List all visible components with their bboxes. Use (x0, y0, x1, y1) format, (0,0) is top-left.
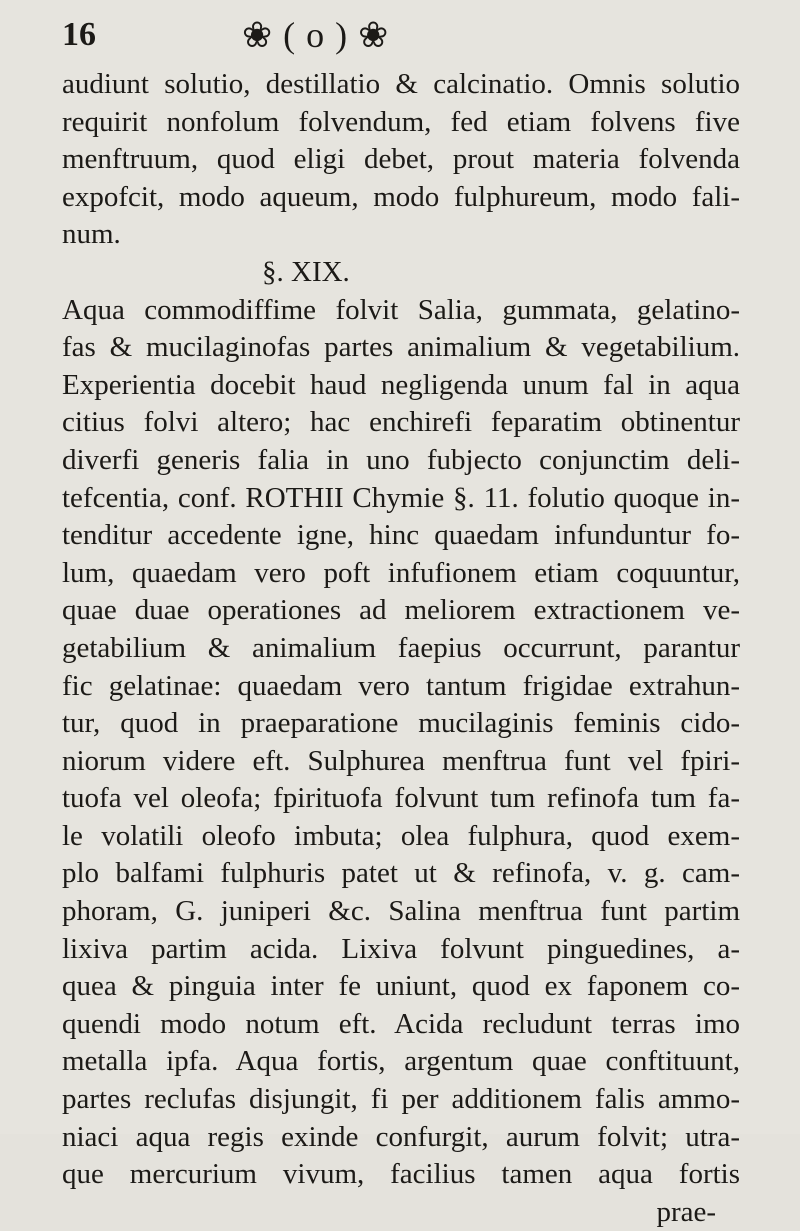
text-line: tuofa vel oleofa; fpirituofa folvunt tum refinofa tum fa- (62, 782, 740, 815)
text-line: expofcit, modo aqueum, modo fulphureum, modo fali- (62, 180, 740, 213)
text-line: requirit nonfolum folvendum, fed etiam folvens five (62, 105, 740, 138)
text-line: tenditur accedente igne, hinc quaedam infunduntur fo- (62, 519, 740, 552)
page-number: 16 (62, 16, 96, 53)
text-line: metalla ipfa. Aqua fortis, argentum quae conftituunt, (62, 1045, 740, 1078)
text-line: citius folvi altero; hac enchirefi feparatim obtinentur (62, 406, 740, 439)
text-line: tefcentia, conf. ROTHII Chymie §. 11. folutio quoque in- (62, 481, 740, 514)
text-line: Experientia docebit haud negligenda unum fal in aqua (62, 368, 740, 401)
text-line: quea & pinguia inter fe uniunt, quod ex faponem co- (62, 970, 740, 1003)
text-line: lixiva partim acida. Lixiva folvunt pinguedines, a- (62, 932, 740, 965)
text-line: quendi modo notum eft. Acida recludunt terras imo (62, 1007, 740, 1040)
catchword: prae- (656, 1195, 716, 1228)
text-line: Aqua commodiffime folvit Salia, gummata, gelatino- (62, 293, 740, 326)
text-line: getabilium & animalium faepius occurrunt, parantur (62, 631, 740, 664)
text-line: fas & mucilaginofas partes animalium & vegetabilium. (62, 331, 740, 364)
section-heading: §. XIX. (262, 255, 350, 288)
text-line: plo balfami fulphuris patet ut & refinofa, v. g. cam- (62, 857, 740, 890)
text-line: partes reclufas disjungit, fi per additionem falis ammo- (62, 1083, 740, 1116)
text-line: que mercurium vivum, facilius tamen aqua fortis (62, 1158, 740, 1191)
page-header (62, 14, 722, 58)
text-line: quae duae operationes ad meliorem extractionem ve- (62, 594, 740, 627)
text-line: menftruum, quod eligi debet, prout materia folvenda (62, 143, 740, 176)
text-line: diverfi generis falia in uno fubjecto conjunctim deli- (62, 443, 740, 476)
text-line: niaci aqua regis exinde confurgit, aurum folvit; utra- (62, 1120, 740, 1153)
text-line: phoram, G. juniperi &c. Salina menftrua funt partim (62, 895, 740, 928)
text-line: audiunt solutio, destillatio & calcinatio. Omnis solutio (62, 68, 740, 100)
text-line: tur, quod in praeparatione mucilaginis feminis cido- (62, 707, 740, 740)
text-line: niorum videre eft. Sulphurea menftrua funt vel fpiri- (62, 744, 740, 777)
text-line: le volatili oleofo imbuta; olea fulphura, quod exem- (62, 819, 740, 852)
text-line: num. (62, 218, 121, 251)
text-line: lum, quaedam vero poft infufionem etiam coquuntur, (62, 556, 740, 589)
body-text (62, 66, 740, 1231)
running-head-ornament: ❀ ( o ) ❀ (242, 15, 390, 55)
text-line: fic gelatinae: quaedam vero tantum frigidae extrahun- (62, 669, 740, 702)
